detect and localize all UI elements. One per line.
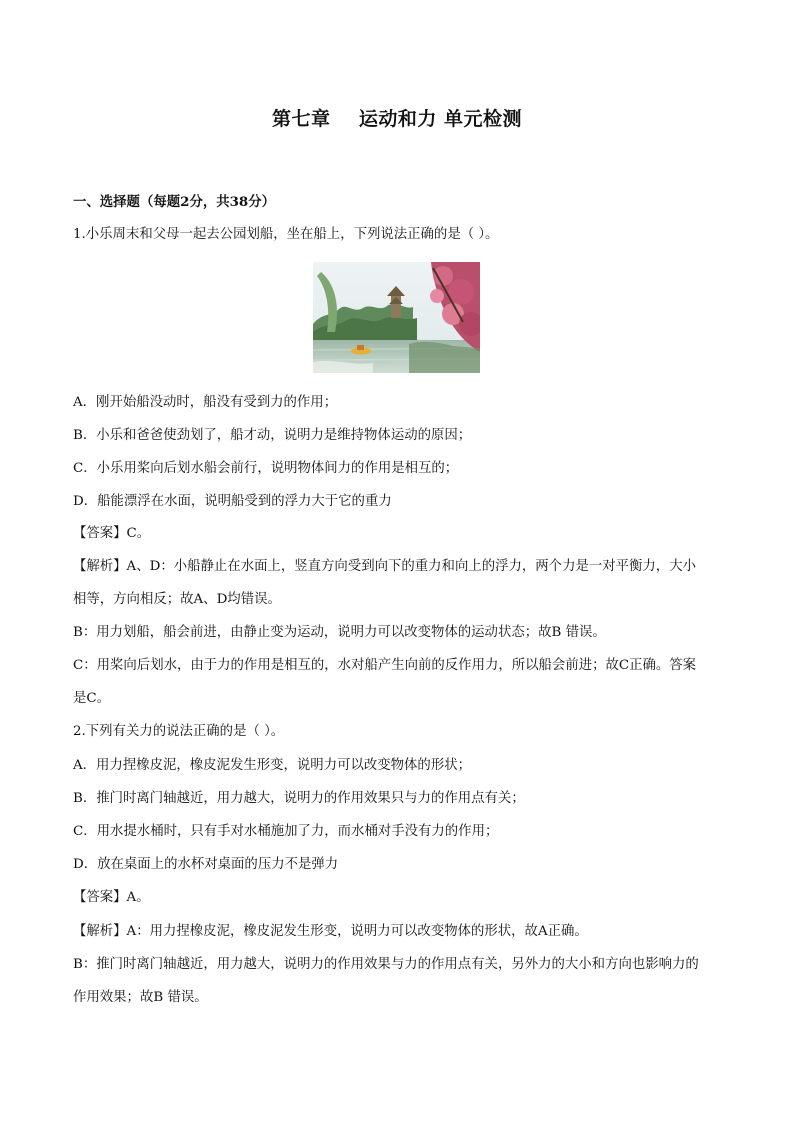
question-2-option-d: D．放在桌面上的水杯对桌面的压力不是弹力 xyxy=(73,857,339,872)
question-1-option-a: A．刚开始船没动时，船没有受到力的作用； xyxy=(73,395,338,410)
question-1-stem: 1.小乐周末和父母一起去公园划船，坐在船上，下列说法正确的是（ ）。 xyxy=(73,227,499,242)
page-title: 第七章 运动和力 单元检测 xyxy=(271,108,523,130)
question-1-option-c: C．小乐用桨向后划水船会前行，说明物体间力的作用是相互的； xyxy=(73,461,459,476)
question-1-option-d: D．船能漂浮在水面，说明船受到的浮力大于它的重力 xyxy=(73,494,392,509)
question-2-answer: 【答案】A。 xyxy=(73,890,150,905)
question-1-analysis-line: 相等，方向相反；故A、D均错误。 xyxy=(73,592,281,607)
question-2-option-c: C．用水提水桶时，只有手对水桶施加了力，而水桶对手没有力的作用； xyxy=(73,824,499,839)
question-2-option-a: A．用力捏橡皮泥，橡皮泥发生形变，说明力可以改变物体的形状； xyxy=(73,758,471,773)
section-heading: 一、选择题（每题2分，共38分） xyxy=(73,194,276,210)
question-2-option-b: B．推门时离门轴越近，用力越大，说明力的作用效果只与力的作用点有关； xyxy=(73,791,525,806)
question-1-answer: 【答案】C。 xyxy=(73,526,151,541)
question-1-option-b: B．小乐和爸爸使劲划了，船才动，说明力是维持物体运动的原因； xyxy=(73,428,472,443)
question-1-analysis-line: 【解析】A、D：小船静止在水面上，竖直方向受到向下的重力和向上的浮力，两个力是一对平衡力，大小 xyxy=(73,559,696,574)
question-1-analysis-line: C：用桨向后划水，由于力的作用是相互的，水对船产生向前的反作用力，所以船会前进；故C正确。答案 xyxy=(73,658,697,673)
question-2-analysis-line: B：推门时离门轴越近，用力越大，说明力的作用效果与力的作用点有关，另外力的大小和方向也影响力的 xyxy=(73,957,699,972)
question-2-stem: 2.下列有关力的说法正确的是（ ）。 xyxy=(73,724,285,739)
boating-park-photo xyxy=(313,262,480,373)
question-2-analysis-line: 【解析】A：用力捏橡皮泥，橡皮泥发生形变，说明力可以改变物体的形状，故A正确。 xyxy=(73,924,588,939)
question-1-analysis-line: B：用力划船，船会前进，由静止变为运动，说明力可以改变物体的运动状态；故B 错误。 xyxy=(73,625,606,640)
question-1-analysis-line: 是C。 xyxy=(73,691,111,706)
question-2-analysis-line: 作用效果；故B 错误。 xyxy=(73,990,208,1005)
